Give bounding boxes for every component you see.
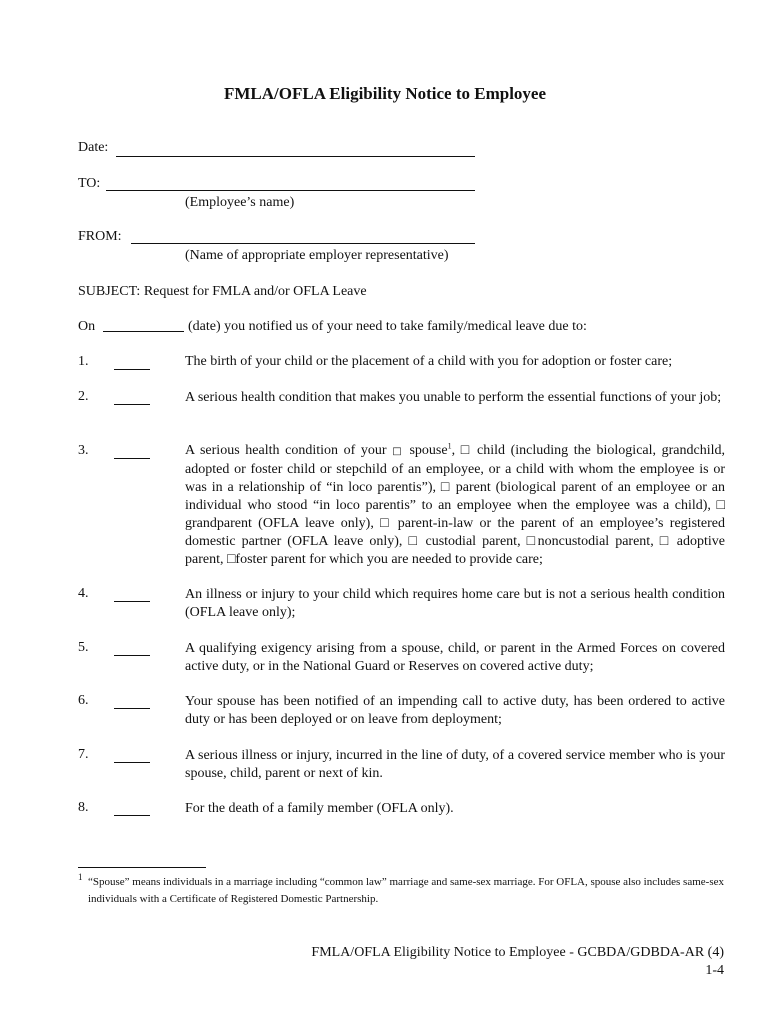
footnote-text: “Spouse” means individuals in a marriage including “common law” marriage and same-sex marriage. For OFLA, spouse also includes same-sex individuals with a Certificate of Registered Domestic Partnership. bbox=[88, 876, 724, 905]
item-text: An illness or injury to your child which requires home care but is not a serious health condition (OFLA leave only); bbox=[185, 587, 725, 620]
subject-line: SUBJECT: Request for FMLA and/or OFLA Leave bbox=[78, 284, 367, 299]
employer-representative-field[interactable] bbox=[131, 243, 475, 244]
item-number: 6. bbox=[78, 693, 89, 708]
checkbox-icon[interactable]: □ bbox=[392, 446, 404, 457]
item-number: 3. bbox=[78, 443, 89, 458]
item-check-blank[interactable] bbox=[114, 762, 150, 763]
to-label: TO: bbox=[78, 176, 101, 191]
intro-text: (date) you notified us of your need to take family/medical leave due to: bbox=[188, 319, 587, 334]
footer-page-number: 1-4 bbox=[705, 963, 724, 978]
date-label: Date: bbox=[78, 140, 109, 155]
document-title: FMLA/OFLA Eligibility Notice to Employee bbox=[223, 84, 547, 103]
item-number: 7. bbox=[78, 747, 89, 762]
intro-on: On bbox=[78, 319, 96, 334]
notification-date-field[interactable] bbox=[103, 331, 184, 332]
item-number: 1. bbox=[78, 354, 89, 369]
footnote-reference[interactable]: 1 bbox=[447, 441, 452, 451]
item-number: 4. bbox=[78, 586, 89, 601]
item-text-part: , □ child (including the biological, grandchild, adopted or foster child or stepchild of an employee, or a child with whom the employee is or was in a relationship of “in loco parentis”), □ parent (biological parent of an employee or an individual who stood “in loco parentis” to an employee when the employee was a child), □ grandparent (OFLA leave only), □ parent-in-law or the parent of an employee’s registered domestic partner (OFLA leave only), □ custodial parent, □noncustodial parent, □ adoptive parent, □foster parent for which you are needed to provide care; bbox=[185, 443, 726, 567]
item-number: 5. bbox=[78, 640, 89, 655]
item-text: Your spouse has been notified of an impending call to active duty, has been ordered to active duty or has been deployed or on leave from deployment; bbox=[185, 694, 725, 727]
employer-representative-caption: (Name of appropriate employer representative) bbox=[185, 248, 449, 263]
from-label: FROM: bbox=[78, 229, 122, 244]
item-check-blank[interactable] bbox=[114, 369, 150, 370]
item-text-spouse: spouse bbox=[409, 443, 448, 458]
page-footer bbox=[311, 944, 724, 980]
item-check-blank[interactable] bbox=[114, 404, 150, 405]
employee-name-caption: (Employee’s name) bbox=[185, 195, 295, 210]
item-text: A qualifying exigency arising from a spouse, child, or parent in the Armed Forces on covered active duty, or in the National Guard or Reserves on covered active duty; bbox=[185, 641, 725, 674]
item-text-part: A serious health condition of your bbox=[185, 443, 387, 458]
item-text: A serious illness or injury, incurred in the line of duty, of a covered service member who is your spouse, child, parent or next of kin. bbox=[185, 748, 725, 781]
employee-name-field[interactable] bbox=[106, 190, 475, 191]
item-check-blank[interactable] bbox=[114, 708, 150, 709]
item-check-blank[interactable] bbox=[114, 655, 150, 656]
date-field[interactable] bbox=[116, 156, 475, 157]
footer-document-code: FMLA/OFLA Eligibility Notice to Employee - GCBDA/GDBDA-AR (4) bbox=[311, 945, 724, 960]
item-text: The birth of your child or the placement of a child with you for adoption or foster care; bbox=[185, 354, 673, 369]
item-check-blank[interactable] bbox=[114, 458, 150, 459]
footnote-divider bbox=[78, 867, 206, 868]
item-check-blank[interactable] bbox=[114, 601, 150, 602]
item-number: 2. bbox=[78, 389, 89, 404]
item-check-blank[interactable] bbox=[114, 815, 150, 816]
item-text: A serious health condition that makes you unable to perform the essential functions of your job; bbox=[185, 390, 722, 405]
item-text: For the death of a family member (OFLA only). bbox=[185, 801, 454, 816]
footnote-mark: 1 bbox=[78, 872, 83, 882]
item-number: 8. bbox=[78, 800, 89, 815]
item-text-family-condition bbox=[185, 442, 725, 569]
